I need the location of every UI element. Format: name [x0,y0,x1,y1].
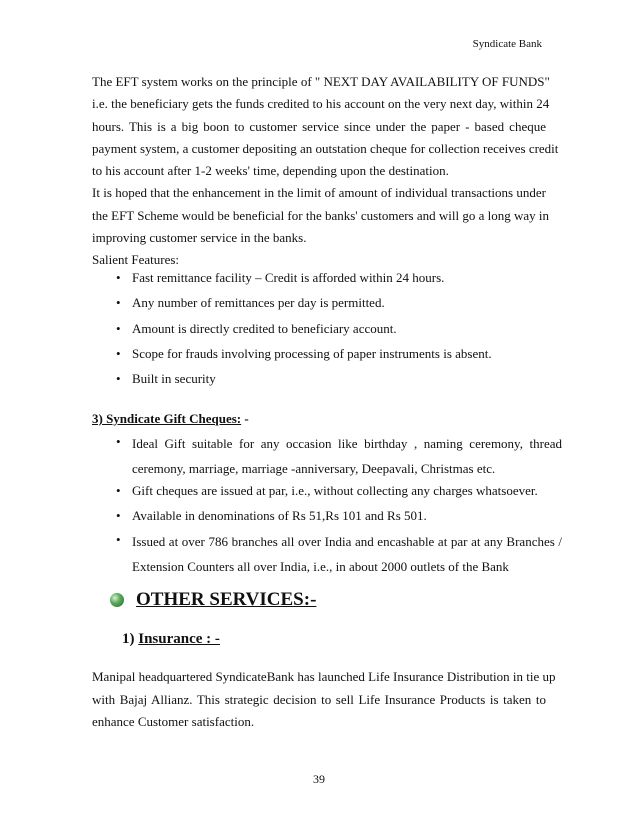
text-line: i.e. the beneficiary gets the funds credited to his account on the very next day, within 24 [92,96,550,112]
bullet-icon: • [116,532,121,547]
text-line: to his account after 1-2 weeks' time, depending upon the destination. [92,163,449,179]
text-line: enhance Customer satisfaction. [92,714,255,729]
globe-bullet-icon [110,593,124,607]
bullet-icon: • [116,321,121,336]
text-line: with Bajaj Allianz. This strategic decision to sell Life Insurance Products is taken to [92,691,546,707]
text-line: the EFT Scheme would be beneficial for the banks' customers and will go a long way in [92,207,549,223]
bullet-icon: • [116,346,121,361]
text-line: improving customer service in the banks. [92,230,307,246]
other-services-title: OTHER SERVICES:- [136,589,317,610]
bullet-icon: • [116,270,121,285]
bullet-icon: • [116,434,121,449]
text-line: hours. This is a big boon to customer service since under the paper - based cheque [92,118,546,134]
heading-suffix: - [241,411,249,426]
insurance-number: 1) [122,631,139,647]
insurance-paragraph [92,666,556,734]
eft-intro-paragraph [92,71,559,272]
bullet-icon: • [116,508,121,523]
bullet-icon: • [116,295,121,310]
bullet-icon: • [116,371,121,386]
insurance-label: Insurance : - [138,631,220,647]
insurance-heading [122,631,220,648]
bullet-icon: • [116,483,121,498]
page-number: 39 [313,772,325,786]
other-services-heading [110,589,316,611]
gift-cheques-title: 3) Syndicate Gift Cheques: [92,411,242,426]
text-line: Manipal headquartered SyndicateBank has launched Life Insurance Distribution in tie up [92,669,556,684]
text-line: payment system, a customer depositing an outstation cheque for collection receives credit [92,140,559,156]
running-header: Syndicate Bank [472,38,542,50]
salient-features-heading: Salient Features: [92,252,180,268]
gift-cheques-heading [92,411,249,427]
text-line: The EFT system works on the principle of " NEXT DAY AVAILABILITY OF FUNDS" [92,74,550,89]
text-line: It is hoped that the enhancement in the limit of amount of individual transactions under [92,185,546,201]
